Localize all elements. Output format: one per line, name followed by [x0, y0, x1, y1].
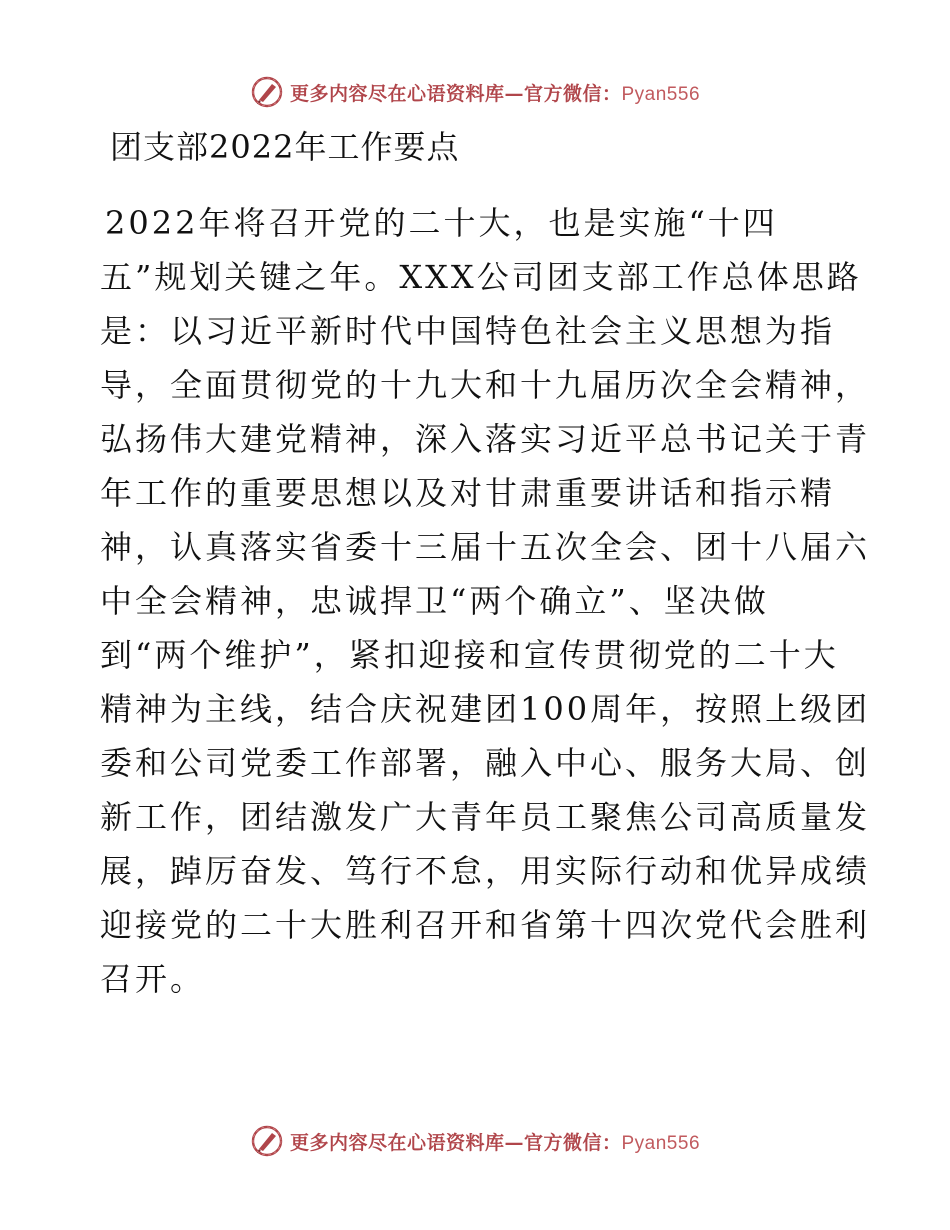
body-line: 精神为主线，结合庆祝建团100周年，按照上级团 — [100, 690, 871, 728]
document-title: 团支部2022年工作要点 — [110, 128, 460, 166]
body-line: 导，全面贯彻党的十九大和十九届历次全会精神， — [100, 366, 871, 404]
body-line: 是：以习近平新时代中国特色社会主义思想为指 — [100, 312, 836, 350]
header-watermark — [0, 72, 950, 112]
body-line: 2022年将召开党的二十大，也是实施“十四 — [105, 204, 778, 242]
body-line: 神，认真落实省委十三届十五次全会、团十八届六 — [100, 528, 871, 566]
body-line: 迎接党的二十大胜利召开和省第十四次党代会胜利 — [100, 906, 871, 944]
body-line: 弘扬伟大建党精神，深入落实习近平总书记关于青 — [100, 420, 871, 458]
watermark-text: 更多内容尽在心语资料库—官方微信：Pyan556 — [289, 82, 701, 105]
quill-pen-logo-icon — [250, 1124, 284, 1158]
body-line: 年工作的重要思想以及对甘肃重要讲话和指示精 — [100, 474, 836, 512]
body-line: 委和公司党委工作部署，融入中心、服务大局、创 — [100, 744, 871, 782]
document-body — [100, 196, 871, 1006]
footer-watermark — [0, 1121, 950, 1161]
watermark-text: 更多内容尽在心语资料库—官方微信：Pyan556 — [289, 1131, 701, 1154]
body-line: 展，踔厉奋发、笃行不怠，用实际行动和优异成绩 — [100, 852, 871, 890]
watermark-wechat-id: Pyan556 — [621, 1132, 701, 1154]
body-line: 新工作，团结激发广大青年员工聚焦公司高质量发 — [100, 798, 871, 836]
body-line: 召开。 — [100, 960, 206, 998]
quill-pen-logo-icon — [250, 75, 284, 109]
watermark-wechat-id: Pyan556 — [621, 83, 701, 105]
body-line: 到“两个维护”，紧扣迎接和宣传贯彻党的二十大 — [100, 636, 839, 674]
body-line: 中全会精神，忠诚捍卫“两个确立”、坚决做 — [100, 582, 769, 620]
body-line: 五”规划关键之年。XXX公司团支部工作总体思路 — [100, 258, 862, 296]
